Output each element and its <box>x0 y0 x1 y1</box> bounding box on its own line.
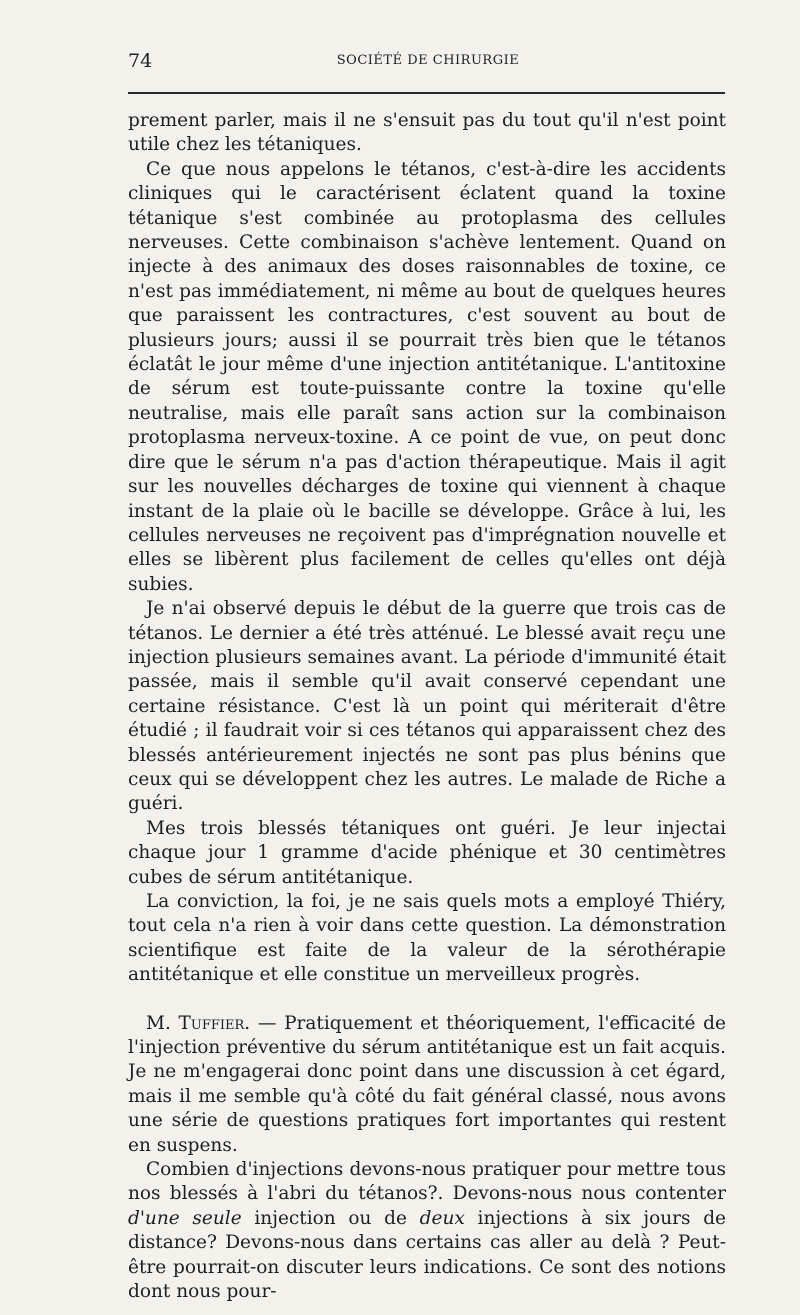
header-rule <box>128 92 725 94</box>
paragraph-continuation: prement parler, mais il ne s'ensuit pas du tout qu'il n'est point utile chez les tétaniques. <box>128 110 726 156</box>
paragraph-tuffier-intro <box>128 1012 726 1158</box>
italic-phrase: d'une seule <box>128 1207 242 1229</box>
speaker-prefix: M. <box>146 1012 179 1034</box>
text-run: injection ou de <box>241 1207 420 1229</box>
speaker-name: Tuffier <box>178 1012 245 1034</box>
running-title: SOCIÉTÉ DE CHIRURGIE <box>336 53 520 68</box>
page-header <box>128 50 728 74</box>
text-run: injections à six jours de distance? Devons-nous dans certains cas aller au delà ? Peut-être pourrait-on discuter leurs indications. Ce sont des notions dont nous pour- <box>128 1207 726 1303</box>
italic-phrase: deux <box>419 1207 465 1229</box>
speaker-dash: . — <box>244 1012 285 1034</box>
tuffier-text: Pratiquement et théoriquement, l'efficacité de l'injection préventive du sérum antitétanique est un fait acquis. Je ne m'engagerai donc point dans une discussion à cet égard, mais il me semble qu'à côté du fait général classé, nous avons une série de questions pratiques fort importantes qui restent en suspens. <box>128 1012 726 1156</box>
paragraph-conviction: La conviction, la foi, je ne sais quels mots a employé Thiéry, tout cela n'a rien à voir dans cette question. La démonstration scientifique est faite de la valeur de la sérothérapie antitétanique et elle constitue un merveilleux progrès. <box>128 891 726 986</box>
paragraph-treatment: Mes trois blessés tétaniques ont guéri. Je leur injectai chaque jour 1 gramme d'acide phénique et 30 centimètres cubes de sérum antitétanique. <box>128 817 726 888</box>
text-run: Combien d'injections devons-nous pratiquer pour mettre tous nos blessés à l'abri du tétanos?. Devons-nous nous contenter <box>128 1159 726 1205</box>
body-text <box>128 109 726 1305</box>
page-number: 74 <box>128 50 153 72</box>
paragraph-injections-question <box>128 1158 726 1304</box>
paragraph-three-cases: Je n'ai observé depuis le début de la guerre que trois cas de tétanos. Le dernier a été très atténué. Le blessé avait reçu une injection plusieurs semaines avant. La période d'immunité était passée, mais il semble qu'il avait conservé cependant une certaine résistance. C'est là un point qui mériterait d'être étudié ; il faudrait voir si ces tétanos qui apparaissent chez des blessés antérieurement injectés ne sont pas plus bénins que ceux qui se développent chez les autres. Le malade de Riche a guéri. <box>128 598 726 815</box>
paragraph-tetanos-mechanism: Ce que nous appelons le tétanos, c'est-à-dire les accidents cliniques qui le caractérisent éclatent quand la toxine tétanique s'est combinée au protoplasma des cellules nerveuses. Cette combinaison s'achève lentement. Quand on injecte à des animaux des doses raisonnables de toxine, ce n'est pas immédiatement, ni même au bout de quelques heures que paraissent les contractures, c'est souvent au bout de plusieurs jours; aussi il se pourrait très bien que le tétanos éclatât le jour même d'une injection antitétanique. L'antitoxine de sérum est toute-puissante contre la toxine qu'elle neutralise, mais elle paraît sans action sur la combinaison protoplasma nerveux-toxine. A ce point de vue, on peut donc dire que le sérum n'a pas d'action thérapeutique. Mais il agit sur les nouvelles décharges de toxine qui viennent à chaque instant de la plaie où le bacille se développe. Grâce à lui, les cellules nerveuses ne reçoivent pas d'imprégnation nouvelle et elles se libèrent plus facilement de celles qu'elles ont déjà subies. <box>128 158 726 595</box>
